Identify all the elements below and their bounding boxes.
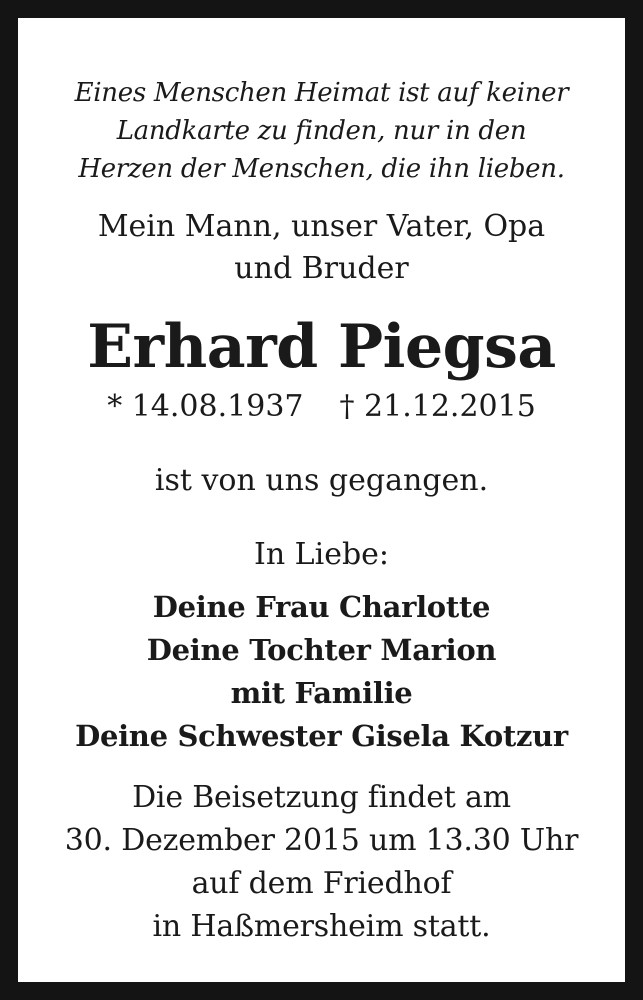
mourner-line: Deine Schwester Gisela Kotzur	[75, 719, 568, 753]
funeral-line: auf dem Friedhof	[191, 866, 452, 901]
birth-date: * 14.08.1937	[107, 389, 304, 424]
love-label: In Liebe:	[253, 537, 390, 572]
quote-line: Herzen der Menschen, die ihn lieben.	[78, 154, 565, 184]
intro-line: Mein Mann, unser Vater, Opa	[97, 209, 546, 244]
mourners-list	[36, 586, 607, 758]
funeral-line: 30. Dezember 2015 um 13.30 Uhr	[64, 823, 579, 858]
passed-text: ist von uns gegangen.	[154, 463, 489, 498]
funeral-notice	[36, 776, 607, 948]
quote	[36, 74, 607, 188]
mourner-line: mit Familie	[230, 676, 413, 710]
funeral-line: in Haßmersheim statt.	[152, 909, 491, 944]
quote-line: Eines Menschen Heimat ist auf keiner	[74, 78, 569, 108]
mourner-line: Deine Frau Charlotte	[152, 590, 491, 624]
life-dates	[36, 386, 607, 428]
funeral-line: Die Beisetzung findet am	[132, 780, 511, 815]
death-date: † 21.12.2015	[339, 389, 536, 424]
quote-line: Landkarte zu finden, nur in den	[116, 116, 527, 146]
deceased-name: Erhard Piegsa	[87, 312, 556, 382]
obituary-content	[36, 36, 607, 964]
intro-text	[36, 206, 607, 290]
mourner-line: Deine Tochter Marion	[146, 633, 497, 667]
intro-line: und Bruder	[234, 251, 409, 286]
